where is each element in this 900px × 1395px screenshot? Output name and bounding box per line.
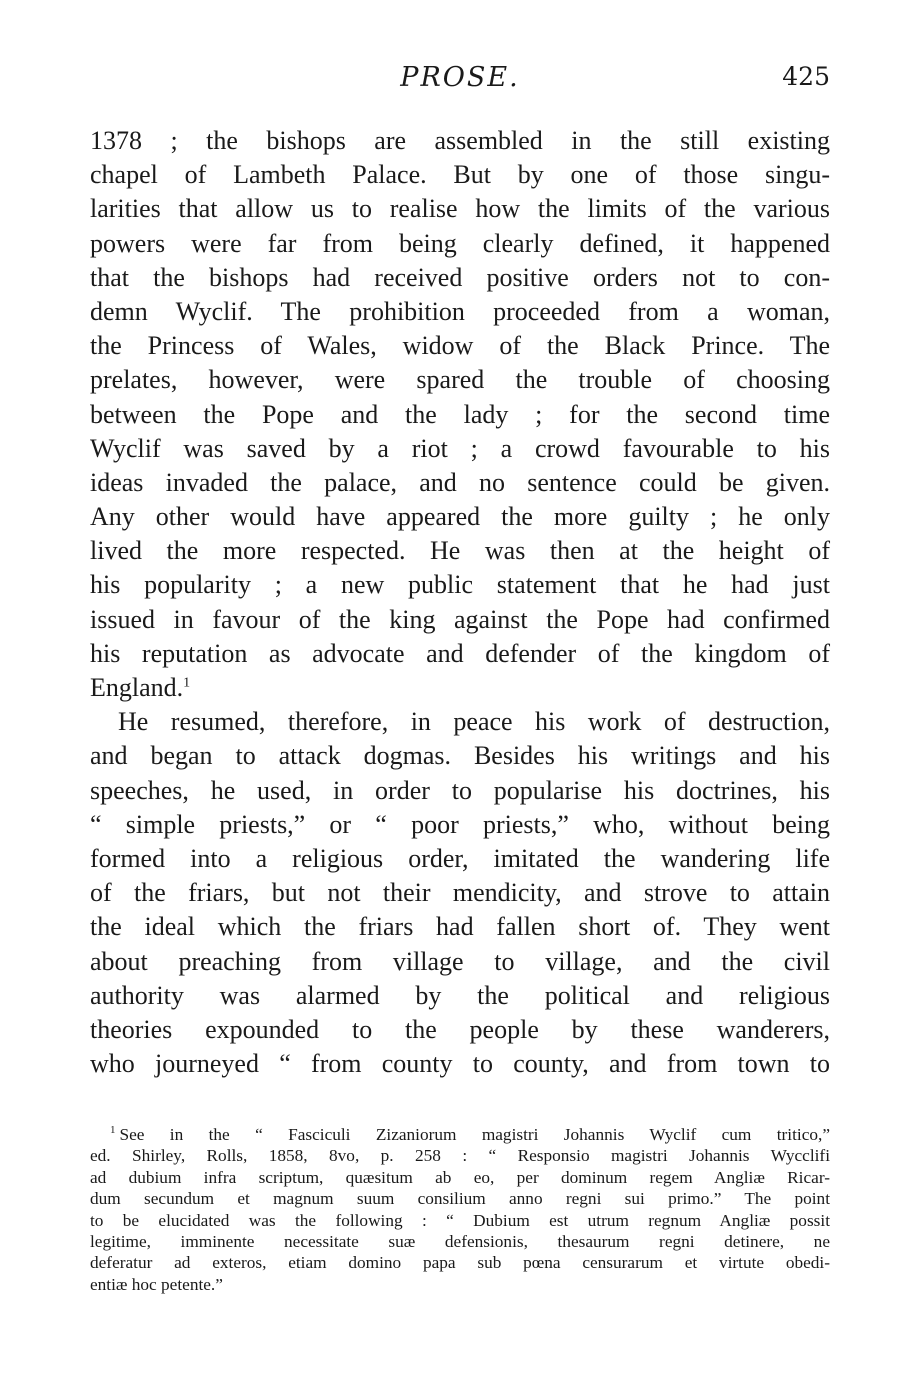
text-line: about preaching from village to village, and the civil xyxy=(90,946,830,976)
text-line: chapel of Lambeth Palace. But by one of those singu- xyxy=(90,160,830,190)
text-line: the ideal which the friars had fallen short of. They went xyxy=(90,912,830,942)
running-head-title: PROSE. xyxy=(400,62,520,93)
paragraph-end-line xyxy=(90,671,830,705)
footnote-line xyxy=(90,1124,830,1145)
text-line: 1378 ; the bishops are assembled in the still existing xyxy=(90,126,830,155)
footnote-line: deferatur ad exteros, etiam domino papa sub pœna censurarum et virtute obedi- xyxy=(90,1253,830,1273)
footnote-line: legitime, imminente necessitate suæ defensionis, thesaurum regni detinere, ne xyxy=(90,1231,830,1251)
text-line: “ simple priests,” or “ poor priests,” who, without being xyxy=(90,809,830,839)
text-line: the Princess of Wales, widow of the Black Prince. The xyxy=(90,331,830,361)
footnote xyxy=(90,1124,830,1295)
text-line: larities that allow us to realise how the limits of the various xyxy=(90,194,830,224)
footnote-line: dum secundum et magnum suum consilium anno regni sui primo.” The point xyxy=(90,1189,830,1209)
text-line: prelates, however, were spared the trouble of choosing xyxy=(90,365,830,395)
footnote-line: ad dubium infra scriptum, quæsitum ab eo, per dominum regem Angliæ Ricar- xyxy=(90,1167,830,1187)
text-line: of the friars, but not their mendicity, and strove to attain xyxy=(90,878,830,908)
text-line: that the bishops had received positive orders not to con- xyxy=(90,262,830,292)
page-number: 425 xyxy=(782,62,830,91)
footnote-reference: 1 xyxy=(183,675,191,691)
footnote-line: entiæ hoc petente.” xyxy=(90,1274,223,1294)
text-line: issued in favour of the king against the Pope had confirmed xyxy=(90,604,830,634)
footnote-line: ed. Shirley, Rolls, 1858, 8vo, p. 258 : “ Responsio magistri Johannis Wycclifi xyxy=(90,1146,830,1166)
text-line: speeches, he used, in order to popularise his doctrines, his xyxy=(90,775,830,805)
body-text xyxy=(90,124,830,1081)
text-line: Any other would have appeared the more guilty ; he only xyxy=(90,502,830,532)
text-line: He resumed, therefore, in peace his work of destruction, xyxy=(118,707,830,737)
text-line: his popularity ; a new public statement that he had just xyxy=(90,570,830,600)
text-line: who journeyed “ from county to county, and from town to xyxy=(90,1049,830,1079)
text-line: authority was alarmed by the political and religious xyxy=(90,980,830,1010)
text-line: between the Pope and the lady ; for the second time xyxy=(90,399,830,429)
text-line: theories expounded to the people by these wanderers, xyxy=(90,1014,830,1044)
text-line: lived the more respected. He was then at the height of xyxy=(90,536,830,566)
text-line: Wyclif was saved by a riot ; a crowd favourable to his xyxy=(90,433,830,463)
text-line: ideas invaded the palace, and no sentence could be given. xyxy=(90,467,830,497)
text-line: formed into a religious order, imitated the wandering life xyxy=(90,843,830,873)
text-line: powers were far from being clearly defined, it happened xyxy=(90,228,830,258)
footnote-line: to be elucidated was the following : “ Dubium est utrum regnum Angliæ possit xyxy=(90,1210,830,1230)
text-line: his reputation as advocate and defender of the kingdom of xyxy=(90,638,830,668)
footnote-text: See in the “ Fasciculi Zizaniorum magistri Johannis Wyclif cum tritico,” xyxy=(119,1125,830,1144)
footnote-mark: 1 xyxy=(110,1124,116,1137)
running-head xyxy=(90,62,830,102)
text-line: demn Wyclif. The prohibition proceeded from a woman, xyxy=(90,296,830,326)
text-line: England. xyxy=(90,673,184,702)
text-line: and began to attack dogmas. Besides his writings and his xyxy=(90,741,830,771)
